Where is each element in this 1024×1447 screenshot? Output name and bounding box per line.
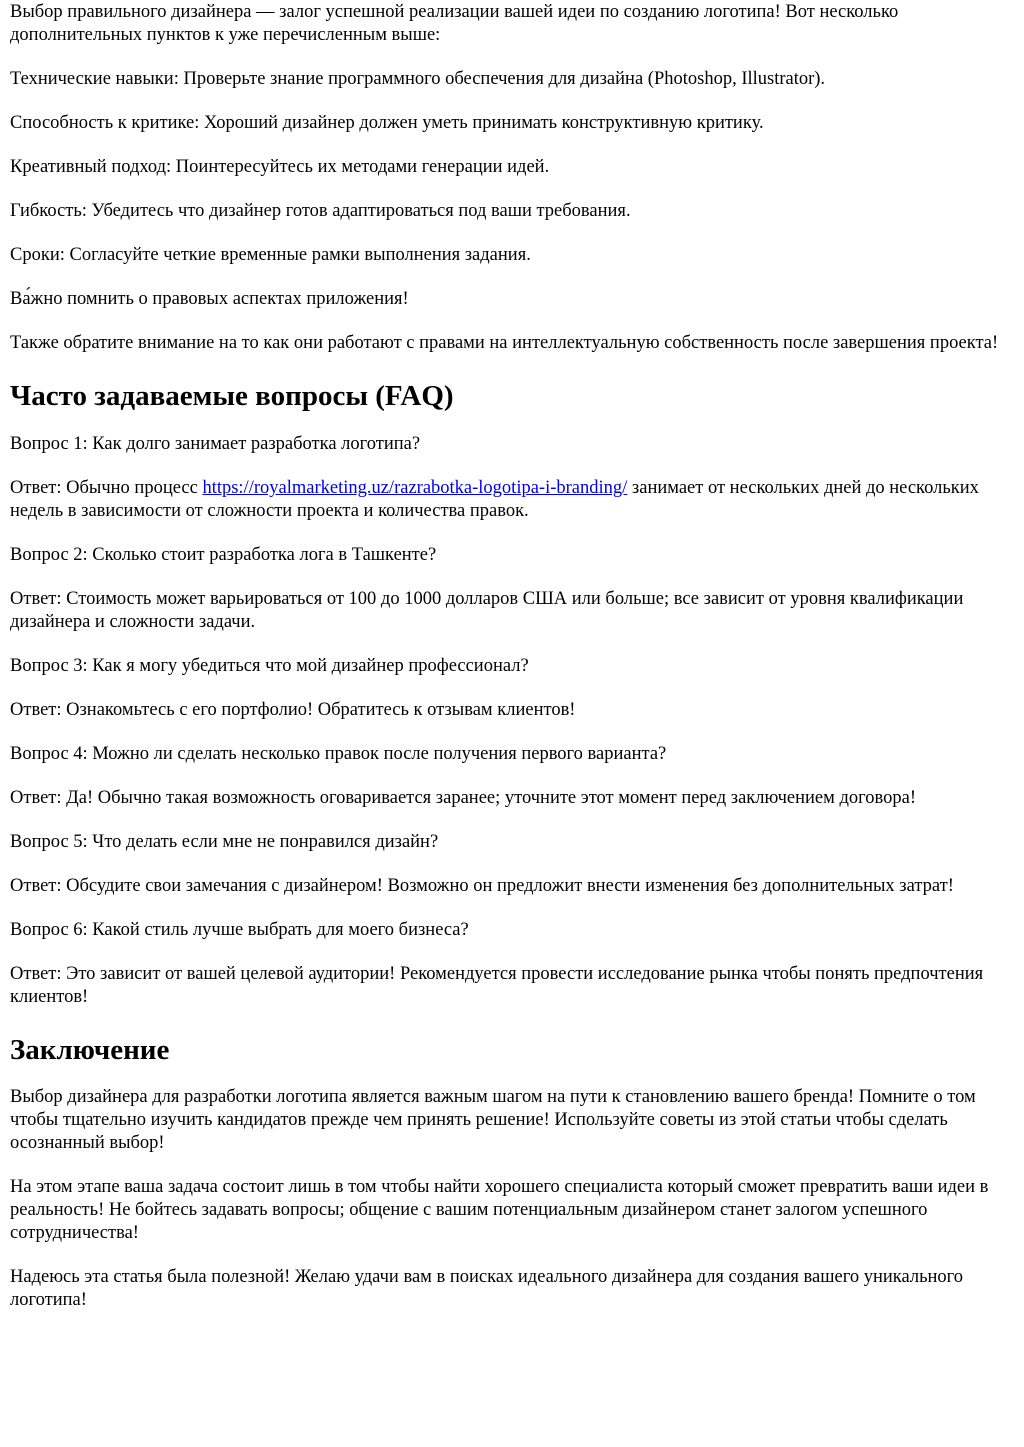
- intro-paragraph: Выбор правильного дизайнера — залог успешной реализации вашей идеи по созданию логотипа! Вот несколько дополнительных пунктов к уже перечисленным выше:: [10, 2, 899, 45]
- royalmarketing-link[interactable]: https://royalmarketing.uz/razrabotka-logotipa-i-branding/: [202, 478, 628, 498]
- conclusion-paragraph-1: Выбор дизайнера для разработки логотипа является важным шагом на пути к становлению вашего бренда! Помните о том чтобы тщательно изучить кандидатов прежде чем принять решение! Используйте советы из этой статьи чтобы сделать осознанный выбор!: [10, 1087, 976, 1153]
- article-page: [0, 1, 1024, 1312]
- tip-technical-skills: Технические навыки: Проверьте знание программного обеспечения для дизайна (Photoshop, Illustrator).: [10, 69, 826, 89]
- faq-answer-6: Ответ: Это зависит от вашей целевой аудитории! Рекомендуется провести исследование рынка чтобы понять предпочтения клиентов!: [10, 964, 984, 1007]
- tip-criticism: Способность к критике: Хороший дизайнер должен уметь принимать конструктивную критику.: [10, 113, 764, 133]
- conclusion-paragraph-2: На этом этапе ваша задача состоит лишь в том чтобы найти хорошего специалиста который сможет превратить ваши идеи в реальность! Не бойтесь задавать вопросы; общение с вашим потенциальным дизайнером станет залогом успешного сотрудничества!: [10, 1177, 989, 1243]
- faq-question-3: Вопрос 3: Как я могу убедиться что мой дизайнер профессионал?: [10, 656, 529, 676]
- tip-legal-aspects: Ва́жно помнить о правовых аспектах приложения!: [10, 289, 409, 309]
- conclusion-heading: Заключение: [10, 1034, 170, 1066]
- faq-answer-1-text-start: Ответ: Обычно процесс: [10, 478, 203, 498]
- faq-question-5: Вопрос 5: Что делать если мне не понравился дизайн?: [10, 832, 439, 852]
- faq-answer-1-text-end: занимает от нескольких дней до нескольких недель в зависимости от сложности проекта и количества правок.: [10, 478, 979, 521]
- faq-answer-5: Ответ: Обсудите свои замечания с дизайнером! Возможно он предложит внести изменения без дополнительных затрат!: [10, 876, 954, 896]
- faq-answer-3: Ответ: Ознакомьтесь с его портфолио! Обратитесь к отзывам клиентов!: [10, 700, 576, 720]
- tip-deadlines: Сроки: Согласуйте четкие временные рамки выполнения задания.: [10, 245, 531, 265]
- faq-question-6: Вопрос 6: Какой стиль лучше выбрать для моего бизнеса?: [10, 920, 469, 940]
- faq-question-1: Вопрос 1: Как долго занимает разработка логотипа?: [10, 434, 421, 454]
- tip-intellectual-property: Также обратите внимание на то как они работают с правами на интеллектуальную собственность после завершения проекта!: [10, 333, 999, 353]
- faq-question-4: Вопрос 4: Можно ли сделать несколько правок после получения первого варианта?: [10, 744, 667, 764]
- faq-heading: Часто задаваемые вопросы (FAQ): [10, 380, 454, 412]
- conclusion-paragraph-3: Надеюсь эта статья была полезной! Желаю удачи вам в поисках идеального дизайнера для создания вашего уникального логотипа!: [10, 1267, 964, 1310]
- faq-answer-4: Ответ: Да! Обычно такая возможность оговаривается заранее; уточните этот момент перед заключением договора!: [10, 788, 916, 808]
- faq-answer-1: [10, 477, 1006, 523]
- faq-answer-2: Ответ: Стоимость может варьироваться от 100 до 1000 долларов США или больше; все зависит от уровня квалификации дизайнера и сложности задачи.: [10, 589, 964, 632]
- tip-flexibility: Гибкость: Убедитесь что дизайнер готов адаптироваться под ваши требования.: [10, 201, 631, 221]
- tip-creative-approach: Креативный подход: Поинтересуйтесь их методами генерации идей.: [10, 157, 550, 177]
- faq-question-2: Вопрос 2: Сколько стоит разработка лога в Ташкенте?: [10, 545, 437, 565]
